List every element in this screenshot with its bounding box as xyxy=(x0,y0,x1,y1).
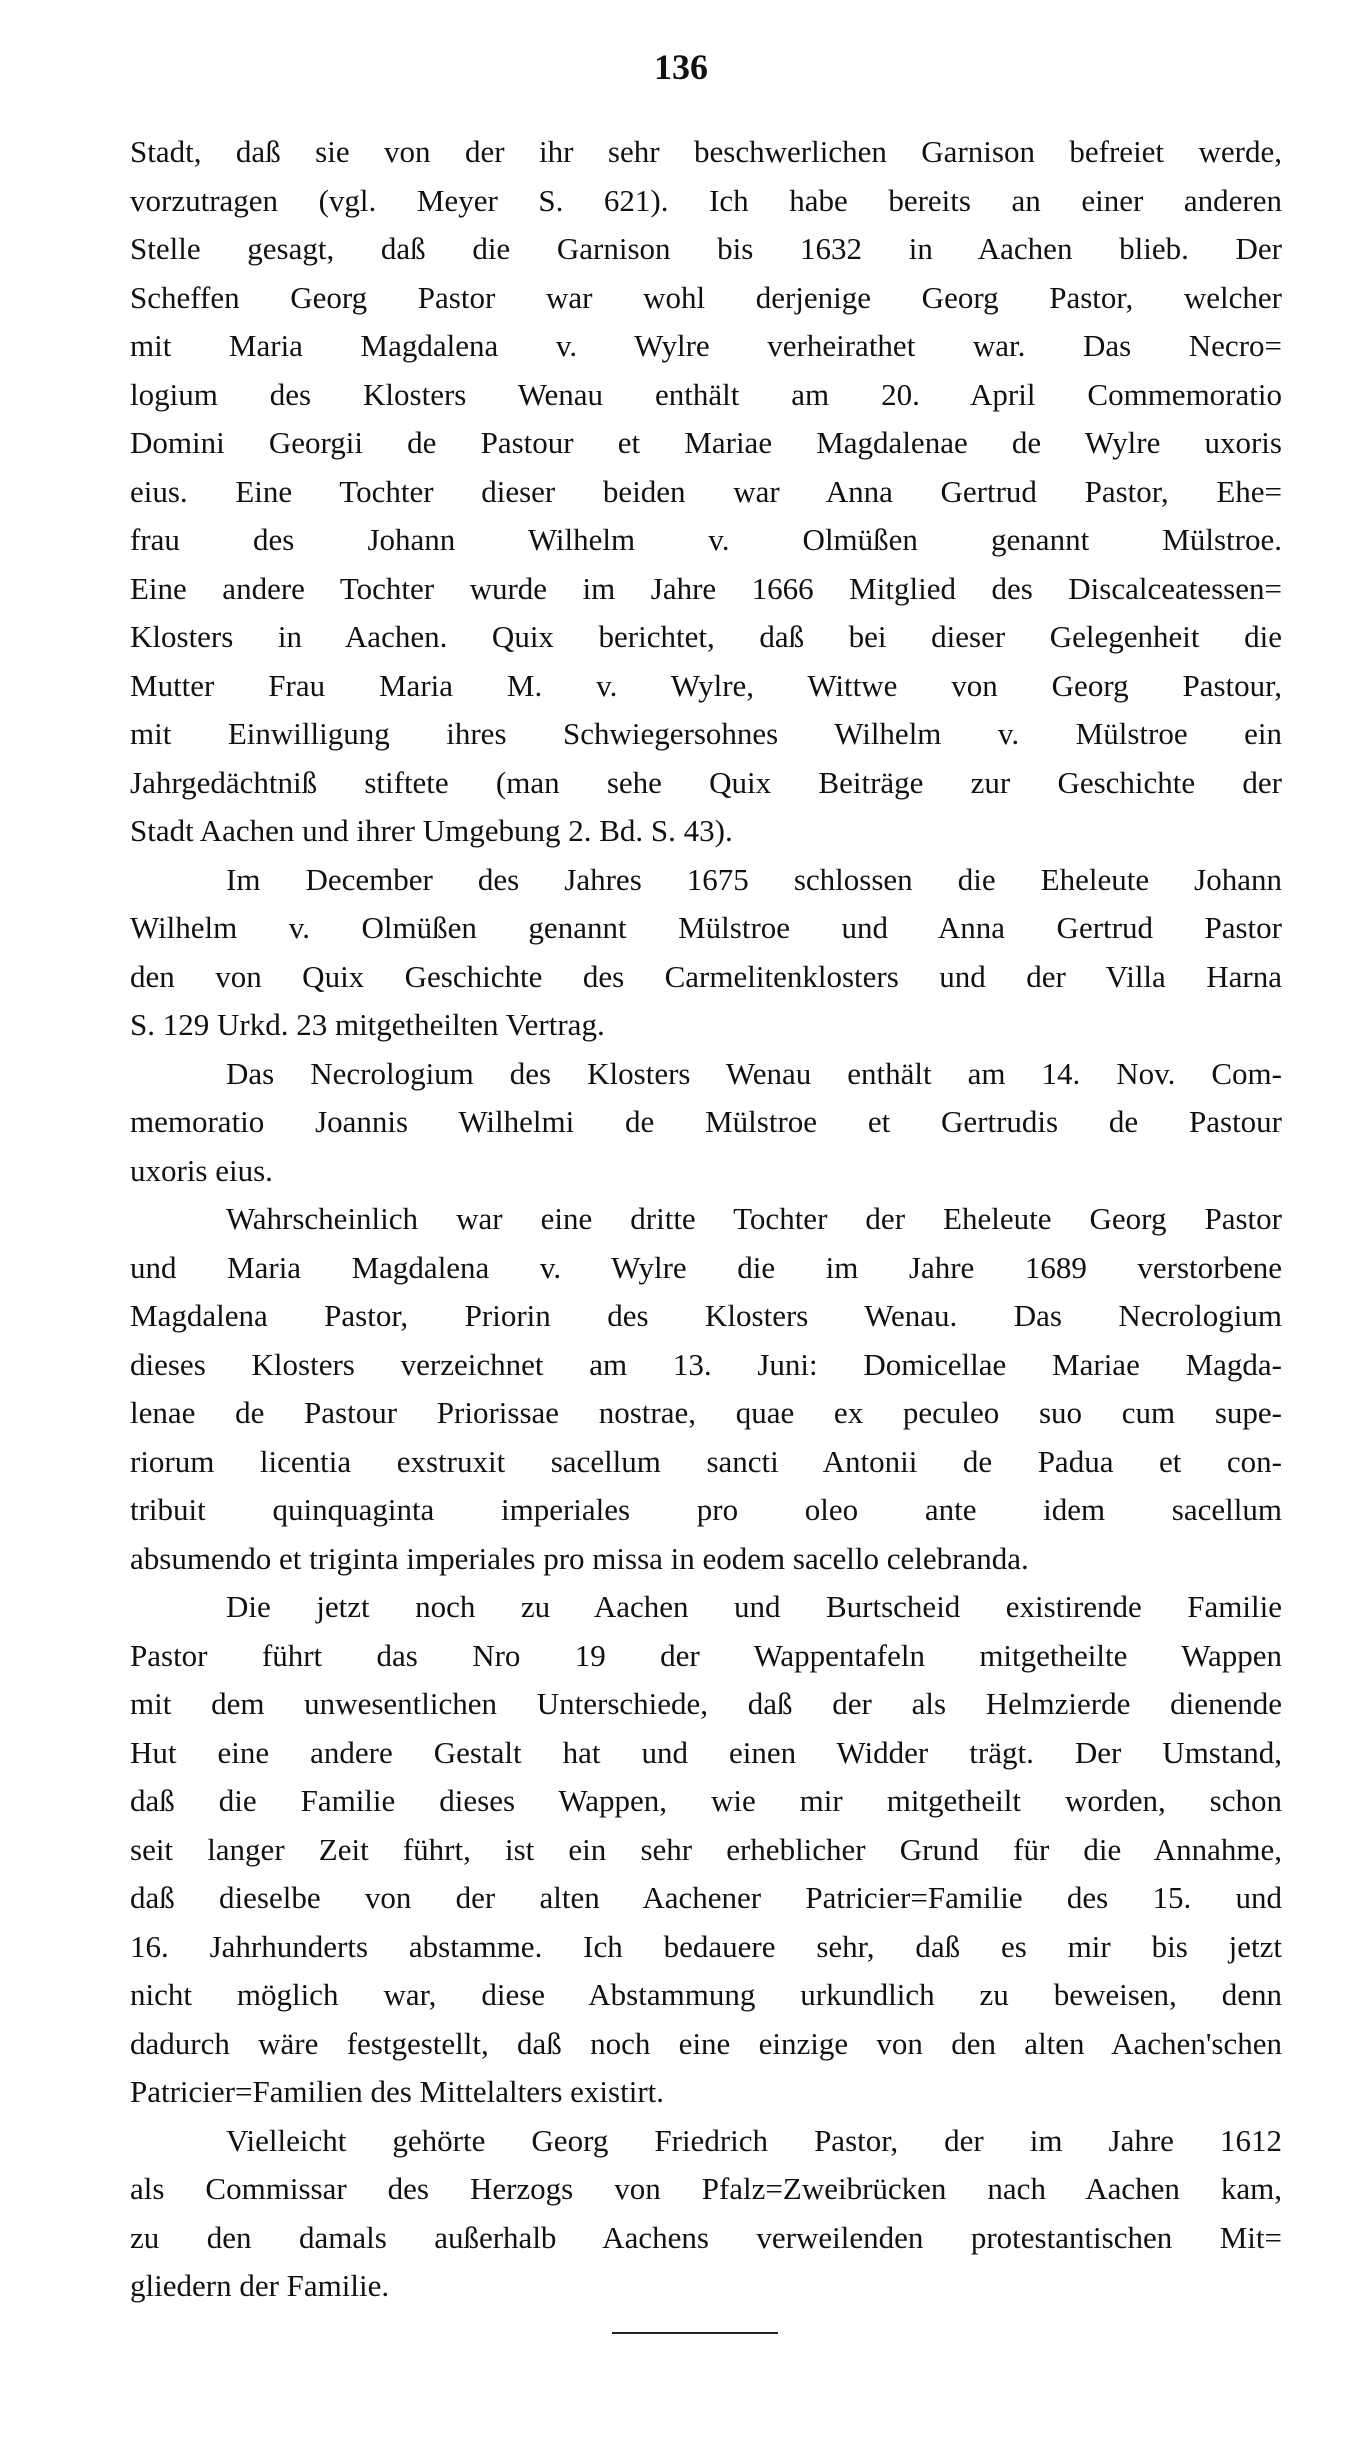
footer-divider xyxy=(612,2332,778,2334)
text-line: dieses Klosters verzeichnet am 13. Juni: Domicellae Mariae Magda- xyxy=(130,1346,1282,1382)
text-line: logium des Klosters Wenau enthält am 20. April Commemoratio xyxy=(130,376,1282,412)
text-line: Die jetzt noch zu Aachen und Burtscheid existirende Familie xyxy=(226,1589,1282,1624)
paragraph xyxy=(130,1195,1282,1583)
text-line: Pastor führt das Nro 19 der Wappentafeln mitgetheilte Wappen xyxy=(130,1637,1282,1673)
text-line: Hut eine andere Gestalt hat und einen Widder trägt. Der Umstand, xyxy=(130,1734,1282,1770)
text-line: Das Necrologium des Klosters Wenau enthält am 14. Nov. Com- xyxy=(226,1055,1282,1091)
text-line: memoratio Joannis Wilhelmi de Mülstroe et Gertrudis de Pastour xyxy=(130,1104,1282,1139)
page-number: 136 xyxy=(654,47,708,87)
text-line: Wahrscheinlich war eine dritte Tochter der Eheleute Georg Pastor xyxy=(226,1201,1282,1236)
paragraph xyxy=(130,1583,1282,2117)
text-line: vorzutragen (vgl. Meyer S. 621). Ich habe bereits an einer anderen xyxy=(130,182,1282,218)
paragraph xyxy=(130,128,1282,856)
text-line: Stadt, daß sie von der ihr sehr beschwerlichen Garnison befreiet werde, xyxy=(130,134,1282,169)
text-line: gliedern der Familie. xyxy=(130,2268,390,2303)
text-line: Domini Georgii de Pastour et Mariae Magdalenae de Wylre uxoris xyxy=(130,425,1282,460)
text-line: uxoris eius. xyxy=(130,1152,273,1188)
text-line: Patricier=Familien des Mittelalters existirt. xyxy=(130,2074,665,2109)
text-line: mit Maria Magdalena v. Wylre verheirathet war. Das Necro= xyxy=(130,328,1282,363)
text-line: 16. Jahrhunderts abstamme. Ich bedauere sehr, daß es mir bis jetzt xyxy=(130,1928,1282,1964)
text-line: mit dem unwesentlichen Unterschiede, daß der als Helmzierde dienende xyxy=(130,1686,1282,1721)
text-line: tribuit quinquaginta imperiales pro oleo ante idem sacellum xyxy=(130,1492,1282,1527)
text-line: frau des Johann Wilhelm v. Olmüßen genannt Mülstroe. xyxy=(130,522,1282,557)
text-line: nicht möglich war, diese Abstammung urkundlich zu beweisen, denn xyxy=(130,1977,1282,2012)
text-line: eius. Eine Tochter dieser beiden war Anna Gertrud Pastor, Ehe= xyxy=(130,473,1282,509)
text-line: Vielleicht gehörte Georg Friedrich Pastor, der im Jahre 1612 xyxy=(226,2122,1282,2158)
text-line: Mutter Frau Maria M. v. Wylre, Wittwe von Georg Pastour, xyxy=(130,667,1282,703)
text-line: S. 129 Urkd. 23 mitgetheilten Vertrag. xyxy=(130,1007,605,1042)
text-line: daß die Familie dieses Wappen, wie mir mitgetheilt worden, schon xyxy=(130,1783,1282,1818)
text-line: Jahrgedächtniß stiftete (man sehe Quix Beiträge zur Geschichte der xyxy=(130,764,1282,800)
body-text xyxy=(130,128,1282,2311)
text-line: Stelle gesagt, daß die Garnison bis 1632 in Aachen blieb. Der xyxy=(130,231,1282,266)
text-line: Magdalena Pastor, Priorin des Klosters Wenau. Das Necrologium xyxy=(130,1298,1282,1333)
text-line: riorum licentia exstruxit sacellum sancti Antonii de Padua et con- xyxy=(130,1443,1282,1479)
text-line: den von Quix Geschichte des Carmelitenklosters und der Villa Harna xyxy=(130,958,1282,994)
text-line: zu den damals außerhalb Aachens verweilenden protestantischen Mit= xyxy=(130,2219,1282,2255)
text-line: daß dieselbe von der alten Aachener Patricier=Familie des 15. und xyxy=(130,1880,1282,1915)
text-line: dadurch wäre festgestellt, daß noch eine einzige von den alten Aachen'schen xyxy=(130,2025,1282,2061)
text-line: seit langer Zeit führt, ist ein sehr erheblicher Grund für die Annahme, xyxy=(130,1831,1282,1867)
paragraph xyxy=(130,2117,1282,2311)
text-line: Klosters in Aachen. Quix berichtet, daß bei dieser Gelegenheit die xyxy=(130,619,1282,654)
paragraph xyxy=(130,856,1282,1050)
text-line: und Maria Magdalena v. Wylre die im Jahre 1689 verstorbene xyxy=(130,1249,1282,1285)
paragraph xyxy=(130,1050,1282,1196)
text-line: mit Einwilligung ihres Schwiegersohnes Wilhelm v. Mülstroe ein xyxy=(130,716,1282,751)
text-line: Wilhelm v. Olmüßen genannt Mülstroe und Anna Gertrud Pastor xyxy=(130,910,1282,945)
text-line: Eine andere Tochter wurde im Jahre 1666 Mitglied des Discalceatessen= xyxy=(130,570,1282,606)
text-line: Scheffen Georg Pastor war wohl derjenige Georg Pastor, welcher xyxy=(130,279,1282,315)
text-line: lenae de Pastour Priorissae nostrae, quae ex peculeo suo cum supe- xyxy=(130,1395,1282,1430)
text-line: Stadt Aachen und ihrer Umgebung 2. Bd. S. 43). xyxy=(130,813,733,848)
text-line: Im December des Jahres 1675 schlossen die Eheleute Johann xyxy=(226,861,1282,897)
text-line: absumendo et triginta imperiales pro missa in eodem sacello celebranda. xyxy=(130,1540,1029,1576)
text-line: als Commissar des Herzogs von Pfalz=Zweibrücken nach Aachen kam, xyxy=(130,2171,1282,2206)
